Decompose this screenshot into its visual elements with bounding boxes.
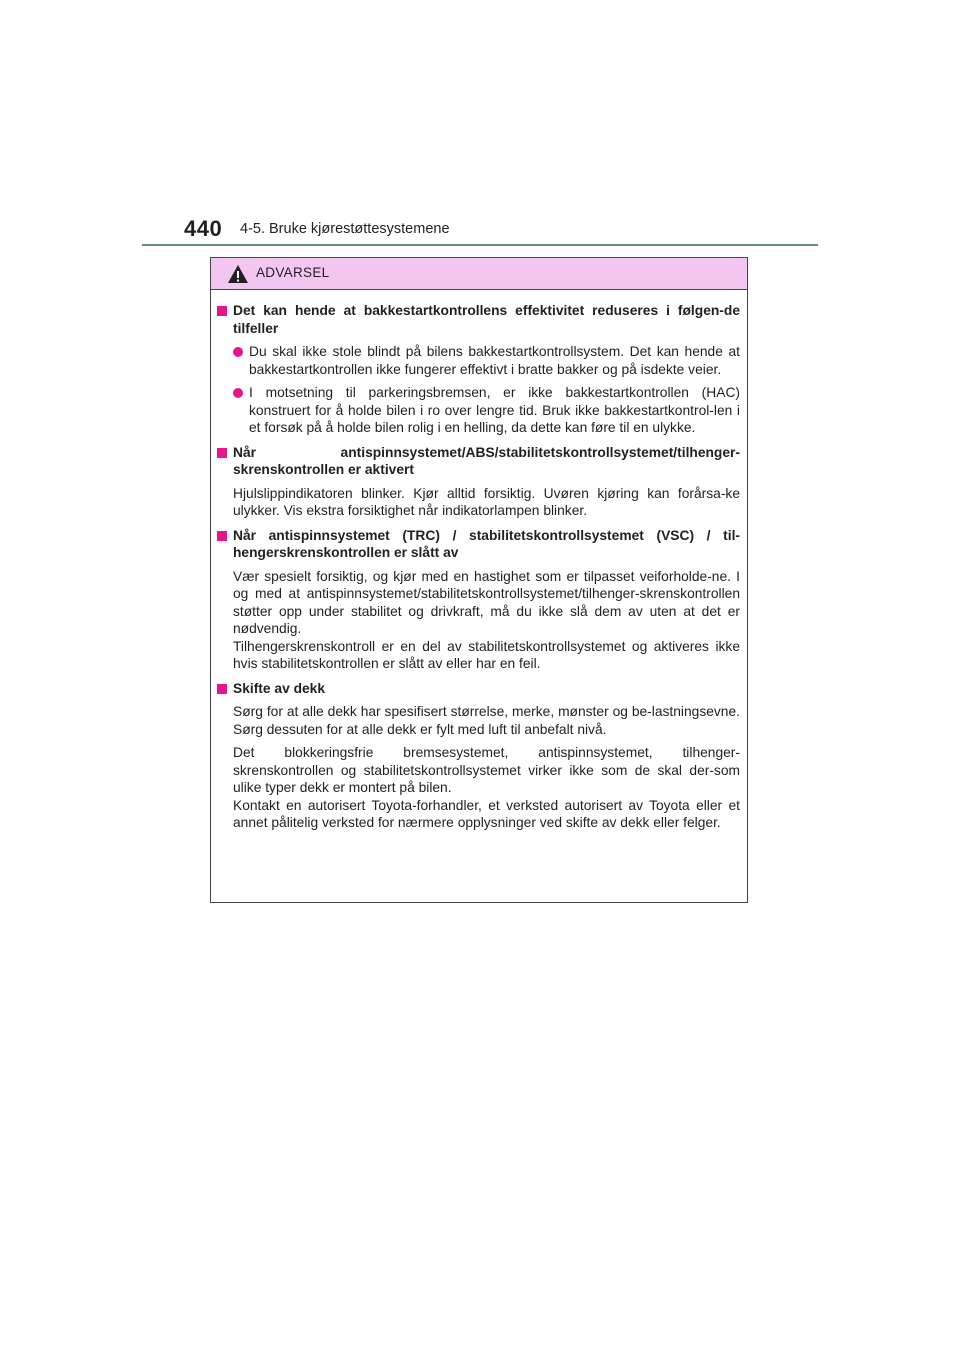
header-rule <box>142 244 818 246</box>
item-title: Når antispinnsystemet (TRC) / stabilitetskontrollsystemet (VSC) / til-hengerskrenskontrollen er slått av <box>233 527 740 560</box>
sub-item <box>233 343 740 378</box>
round-bullet-icon <box>233 347 243 357</box>
sub-item-text: Du skal ikke stole blindt på bilens bakkestartkontrollsystem. Det kan hende at bakkestartkontrollen ikke fungerer effektivt i bratte bakker og på isdekte veier. <box>249 344 740 377</box>
item-paragraph: Vær spesielt forsiktig, og kjør med en hastighet som er tilpasset veiforholde-ne. I og med at antispinnsystemet/stabilitetskontrollsystemet/tilhenger-skrenskontrollen støtter opp under stabilitet og drivkraft, må du ikke slå dem av uten at det er nødvendig. <box>233 568 740 636</box>
warning-item-hac-effectiveness <box>217 302 740 437</box>
item-paragraph: Kontakt en autorisert Toyota-forhandler, et verksted autorisert av Toyota eller et annet pålitelig verksted for nærmere opplysninger ved skifte av dekk eller felger. <box>233 797 740 830</box>
square-bullet-icon <box>217 531 227 541</box>
warning-triangle-icon <box>227 264 249 284</box>
round-bullet-icon <box>233 388 243 398</box>
item-paragraph <box>233 744 740 797</box>
paragraph-line: Det blokkeringsfrie bremsesystemet, antispinnsystemet, tilhenger- <box>233 745 740 760</box>
item-title-line: skrenskontrollen er aktivert <box>233 462 414 477</box>
page-number: 440 <box>184 216 223 241</box>
warning-item-systems-active <box>217 444 740 520</box>
sub-item <box>233 384 740 437</box>
square-bullet-icon <box>217 448 227 458</box>
sub-item-text: I motsetning til parkeringsbremsen, er ikke bakkestartkontrollen (HAC) konstruert for å holde bilen i ro over lengre tid. Bruk ikke bakkestartkontrol-len i et forsøk på å holde bilen rolig i en helling, da dette kan føre til en ulykke. <box>249 385 740 435</box>
section-title: 4-5. Bruke kjørestøttesystemene <box>240 221 450 237</box>
warning-label: ADVARSEL <box>256 265 330 280</box>
warning-box <box>210 257 748 903</box>
page-header <box>142 216 818 246</box>
warning-body <box>211 290 747 832</box>
warning-item-tire-change <box>217 680 740 832</box>
square-bullet-icon <box>217 684 227 694</box>
item-title-line: Når antispinnsystemet/ABS/stabilitetskontrollsystemet/tilhenger- <box>233 444 740 460</box>
item-title: Det kan hende at bakkestartkontrollens effektivitet reduseres i følgen-de tilfeller <box>233 303 740 336</box>
paragraph-line: skrenskontrollen og stabilitetskontrollsystemet virker ikke som de skal der-som ulike typer dekk er montert på bilen. <box>233 762 740 795</box>
warning-item-systems-off <box>217 527 740 673</box>
item-paragraph: Sørg for at alle dekk har spesifisert størrelse, merke, mønster og be-lastningsevne. Sørg dessuten for at alle dekk er fylt med luft til anbefalt nivå. <box>233 704 740 737</box>
square-bullet-icon <box>217 306 227 316</box>
warning-header <box>211 258 747 290</box>
item-paragraph: Tilhengerskrenskontroll er en del av stabilitetskontrollsystemet og aktiveres ikke hvis stabilitetskontrollen er slått av eller har en feil. <box>233 638 740 671</box>
item-paragraph: Hjulslippindikatoren blinker. Kjør alltid forsiktig. Uvøren kjøring kan forårsa-ke ulykker. Vis ekstra forsiktighet når indikatorlampen blinker. <box>233 485 740 518</box>
item-title: Skifte av dekk <box>233 680 326 696</box>
